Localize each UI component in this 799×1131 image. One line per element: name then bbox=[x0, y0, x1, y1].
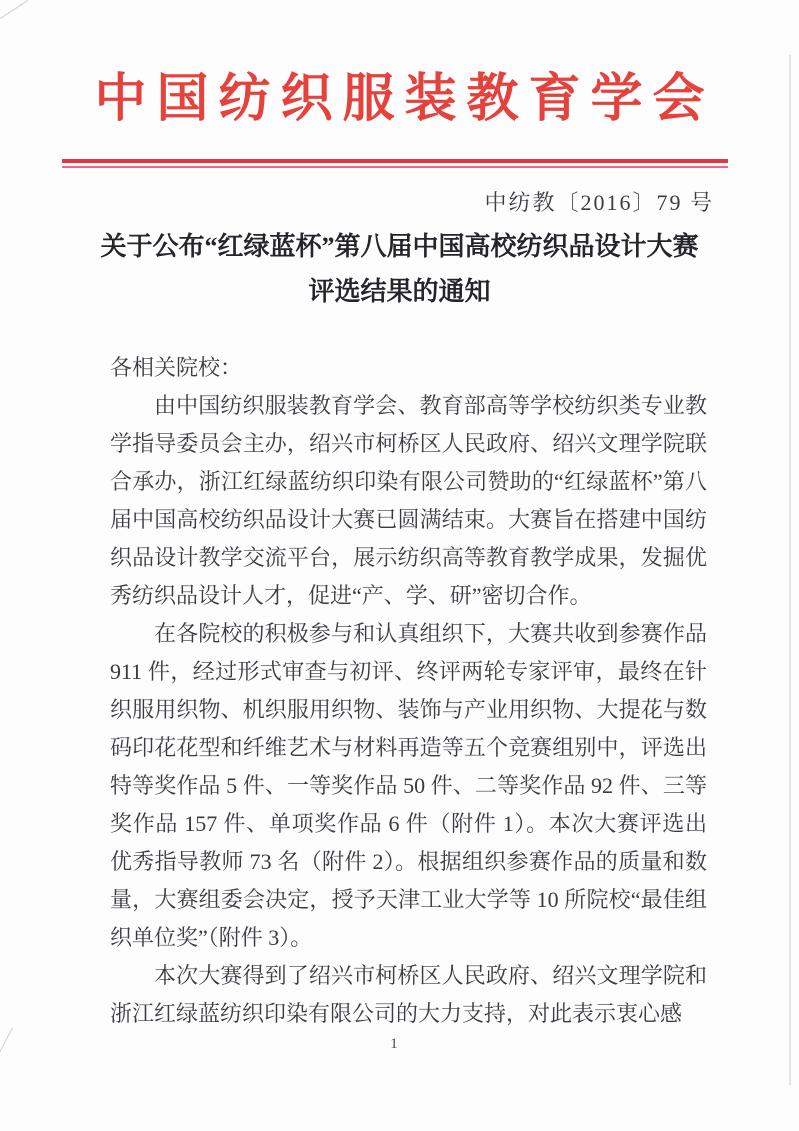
notice-title-line2: 评选结果的通知 bbox=[308, 277, 491, 306]
letterhead-double-rule bbox=[62, 159, 728, 168]
scan-artifact-right-edge bbox=[789, 55, 791, 1085]
salutation: 各相关院校： bbox=[110, 355, 243, 380]
notice-title-line1: 关于公布“红绿蓝杯”第八届中国高校纺织品设计大赛 bbox=[100, 232, 699, 261]
body-paragraph-2: 在各院校的积极参与和认真组织下，大赛共收到参赛作品 911 件，经过形式审查与初评、终评两轮专家评审，最终在针织服用织物、机织服用织物、装饰与产业用织物、大提花与数码印花花型和纤维艺术与材料再造等五个竞赛组别中，评选出特等奖作品 5 件、一等奖作品 50 件、二等奖作品 92 件、三等奖作品 157 件、单项奖作品 6 件（附件 1）。本次大赛评选出优秀指导教师 73 名（附件 2）。根据组织参赛作品的质量和数量，大赛组委会决定，授予天津工业大学等 10 所院校“最佳组织单位奖”（附件 3）。 bbox=[110, 621, 707, 950]
page-number: 1 bbox=[390, 1036, 398, 1052]
body-paragraph-1: 由中国纺织服装教育学会、教育部高等学校纺织类专业教学指导委员会主办，绍兴市柯桥区人民政府、绍兴文理学院联合承办，浙江红绿蓝纺织印染有限公司赞助的“红绿蓝杯”第八届中国高校纺织品设计大赛已圆满结束。大赛旨在搭建中国纺织品设计教学交流平台，展示纺织高等教育教学成果，发掘优秀纺织品设计人才，促进“产、学、研”密切合作。 bbox=[110, 393, 707, 608]
letterhead-rule-thick bbox=[62, 159, 728, 163]
letterhead-org-name: 中国纺织服装教育学会 bbox=[94, 71, 715, 128]
letterhead-rule-thin bbox=[62, 166, 728, 168]
notice-title bbox=[52, 224, 747, 314]
document-reference-number: 中纺教〔2016〕79 号 bbox=[484, 190, 714, 215]
body-paragraph-3: 本次大赛得到了绍兴市柯桥区人民政府、绍兴文理学院和浙江红绿蓝纺织印染有限公司的大力支持，对此表示衷心感 bbox=[110, 963, 707, 1026]
notice-body bbox=[110, 349, 707, 1033]
scan-artifact-top-left-corner bbox=[0, 0, 28, 19]
